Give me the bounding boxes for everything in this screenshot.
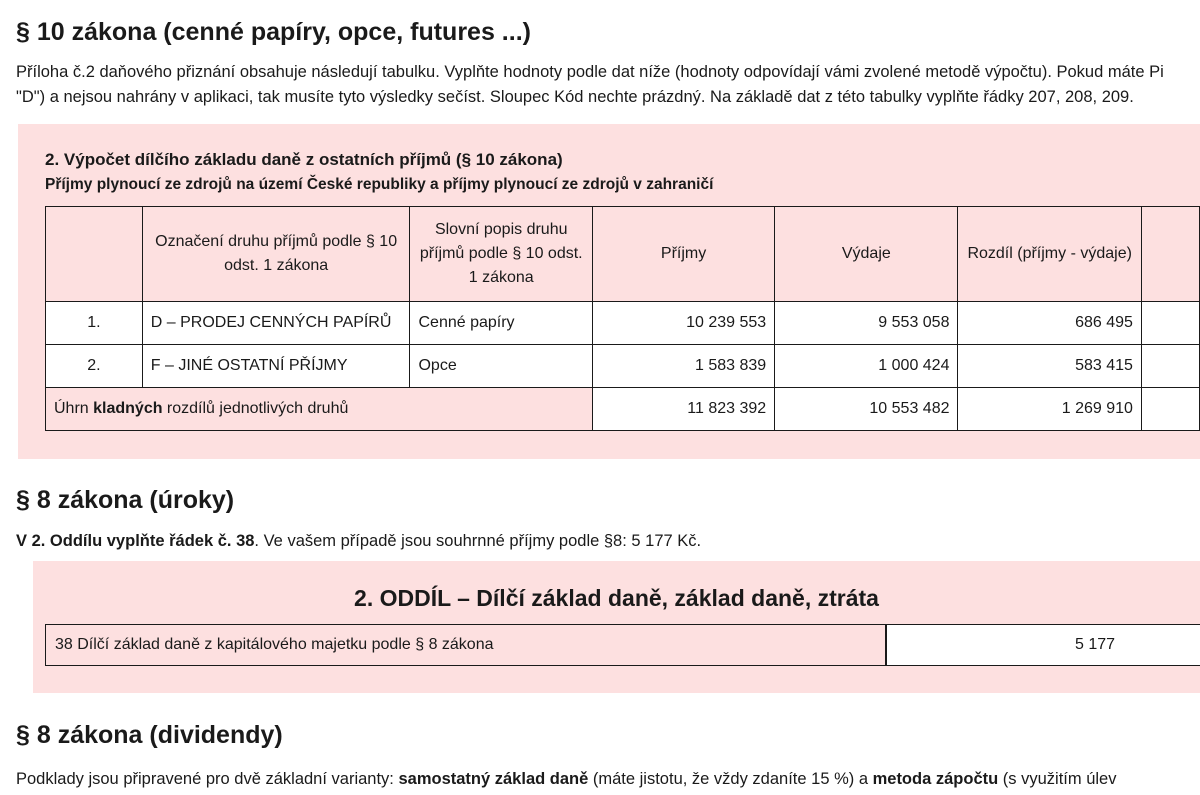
table-cell-description: Cenné papíry [410, 302, 592, 345]
table-total-row [46, 388, 1200, 431]
table-cell-expenses: 1 000 424 [775, 345, 958, 388]
table-header-cell: Rozdíl (příjmy - výdaje) [958, 207, 1141, 302]
section-10-intro-line-2: "D") a nejsou nahrány v aplikaci, tak musíte tyto výsledky sečíst. Sloupec Kód nechte prázdný. Na základě dat z této tabulky vyplňte řádky 207, 208, 209. [16, 88, 1134, 106]
table-cell-extra [1141, 302, 1199, 345]
section-8-interest-line [16, 529, 701, 554]
table-header-cell: Příjmy [592, 207, 774, 302]
table-cell-difference: 686 495 [958, 302, 1141, 345]
table-cell-type: F – JINÉ OSTATNÍ PŘÍJMY [142, 345, 410, 388]
table-cell-income: 10 239 553 [592, 302, 774, 345]
table-cell-order: 1. [46, 302, 143, 345]
row-38-label-text: 38 Dílčí základ daně z kapitálového majetku podle § 8 zákona [55, 636, 494, 653]
total-label-prefix: Úhrn [54, 400, 94, 417]
row-38-label [45, 624, 886, 666]
table-cell-order: 2. [46, 345, 143, 388]
section-10-intro-line-1: Příloha č.2 daňového přiznání obsahuje následují tabulku. Vyplňte hodnoty podle dat níže (hodnoty odpovídají vámi zvolené metodě výpočtu). Pokud máte Pi [16, 63, 1164, 81]
dividends-line-bold-2: metoda zápočtu [872, 770, 999, 788]
table-total-expenses: 10 553 482 [775, 388, 958, 431]
table-row [46, 302, 1200, 345]
table-total-income: 11 823 392 [592, 388, 774, 431]
table-cell-description: Opce [410, 345, 592, 388]
section-8-interest-line-bold: V 2. Oddílu vyplňte řádek č. 38 [16, 532, 255, 550]
table-total-difference: 1 269 910 [958, 388, 1141, 431]
table-cell-expenses: 9 553 058 [775, 302, 958, 345]
section-8-interest-line-rest: . Ve vašem případě jsou souhrnné příjmy podle §8: 5 177 Kč. [254, 532, 702, 550]
section-8-interest-heading: § 8 zákona (úroky) [16, 486, 235, 514]
row-38-value-text: 5 177 [1075, 636, 1116, 653]
table-cell-income: 1 583 839 [592, 345, 774, 388]
table-header-cell: Slovní popis druhu příjmů podle § 10 odst. 1 zákona [410, 207, 592, 302]
section-10-table [45, 206, 1200, 431]
section-10-form-title: 2. Výpočet dílčího základu daně z ostatních příjmů (§ 10 zákona) [45, 150, 563, 169]
table-header-cell: Označení druhu příjmů podle § 10 odst. 1 zákona [142, 207, 410, 302]
table-total-extra [1141, 388, 1199, 431]
table-total-label [46, 388, 593, 431]
section-8-interest-form-title: 2. ODDÍL – Dílčí základ daně, základ daně, ztráta [354, 585, 879, 611]
dividends-line-part-2: (máte jistotu, že vždy zdaníte 15 %) a [588, 770, 873, 788]
section-8-dividends-heading: § 8 zákona (dividendy) [16, 721, 283, 749]
section-8-dividends-line [16, 767, 1116, 792]
table-header-cell [1141, 207, 1199, 302]
table-cell-difference: 583 415 [958, 345, 1141, 388]
table-row [46, 345, 1200, 388]
table-header-row [46, 207, 1200, 302]
dividends-line-part-3: (s využitím úlev [998, 770, 1117, 788]
total-label-bold: kladných [93, 400, 163, 417]
table-header-cell: Výdaje [775, 207, 958, 302]
section-10-form-subtitle: Příjmy plynoucí ze zdrojů na území České republiky a příjmy plynoucí ze zdrojů v zahraničí [45, 176, 714, 193]
dividends-line-bold-1: samostatný základ daně [398, 770, 589, 788]
dividends-line-part-1: Podklady jsou připravené pro dvě základní varianty: [16, 770, 399, 788]
table-cell-type: D – PRODEJ CENNÝCH PAPÍRŮ [142, 302, 410, 345]
table-cell-extra [1141, 345, 1199, 388]
table-header-cell [46, 207, 143, 302]
total-label-suffix: rozdílů jednotlivých druhů [162, 400, 349, 417]
section-10-heading: § 10 zákona (cenné papíry, opce, futures ...) [16, 18, 531, 46]
row-38-value [885, 624, 1200, 666]
